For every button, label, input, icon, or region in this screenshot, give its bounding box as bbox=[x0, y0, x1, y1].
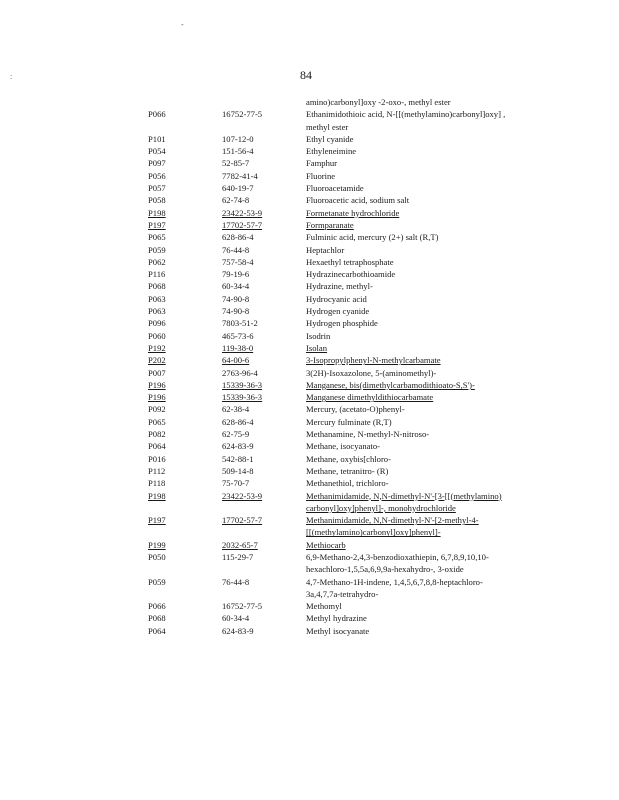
table-row bbox=[0, 231, 619, 243]
cas-number: 16752-77-5 bbox=[222, 601, 263, 612]
cas-number: 7782-41-4 bbox=[222, 170, 258, 181]
cas-number: 624-83-9 bbox=[222, 625, 254, 636]
substance-name: Fulminic acid, mercury (2+) salt (R,T) bbox=[306, 232, 439, 243]
cas-number: 75-70-7 bbox=[222, 478, 250, 489]
cas-number: 79-19-6 bbox=[222, 269, 250, 280]
waste-code: P063 bbox=[148, 293, 166, 304]
substance-name: Methanethiol, trichloro- bbox=[306, 478, 389, 489]
cas-number: 17702-57-7 bbox=[222, 515, 263, 526]
cas-number: 62-74-8 bbox=[222, 195, 250, 206]
table-row bbox=[0, 342, 619, 354]
waste-code: P116 bbox=[148, 269, 166, 280]
cas-number: 542-88-1 bbox=[222, 453, 254, 464]
substance-name: Methiocarb bbox=[306, 539, 346, 550]
waste-code: P059 bbox=[148, 244, 166, 255]
substance-name: Hydrocyanic acid bbox=[306, 293, 367, 304]
table-row bbox=[0, 367, 619, 379]
table-row bbox=[0, 477, 619, 489]
table-row bbox=[0, 453, 619, 465]
waste-code: P112 bbox=[148, 465, 166, 476]
waste-code: P199 bbox=[148, 539, 166, 550]
substance-name: Famphur bbox=[306, 158, 338, 169]
table-row bbox=[0, 379, 619, 391]
waste-code: P096 bbox=[148, 318, 166, 329]
waste-code: P062 bbox=[148, 256, 166, 267]
table-row bbox=[0, 625, 619, 637]
cas-number: 7803-51-2 bbox=[222, 318, 258, 329]
table-row bbox=[0, 539, 619, 551]
substance-name: Fluoroacetamide bbox=[306, 183, 364, 194]
waste-code: P097 bbox=[148, 158, 166, 169]
cas-number: 74-90-8 bbox=[222, 306, 250, 317]
cas-number: 465-73-6 bbox=[222, 330, 254, 341]
table-row bbox=[0, 219, 619, 231]
substance-name: Mercury fulminate (R,T) bbox=[306, 416, 392, 427]
substance-name: carbonyl]oxy]phenyl]-, monohydrochloride bbox=[306, 502, 456, 513]
waste-code: P198 bbox=[148, 490, 166, 501]
substance-name: 3(2H)-Isoxazolone, 5-(aminomethyl)- bbox=[306, 367, 437, 378]
substance-name: Hydrazine, methyl- bbox=[306, 281, 373, 292]
cas-number: 107-12-0 bbox=[222, 133, 254, 144]
waste-code: P196 bbox=[148, 392, 166, 403]
waste-code: P057 bbox=[148, 183, 166, 194]
table-row bbox=[0, 563, 619, 575]
waste-code: P068 bbox=[148, 613, 166, 624]
table-row bbox=[0, 526, 619, 538]
cas-number: 628-86-4 bbox=[222, 416, 254, 427]
margin-mark: : bbox=[10, 72, 13, 81]
substance-name: Methyl hydrazine bbox=[306, 613, 367, 624]
cas-number: 60-34-4 bbox=[222, 613, 250, 624]
waste-code: P058 bbox=[148, 195, 166, 206]
waste-code: P016 bbox=[148, 453, 166, 464]
waste-code: P092 bbox=[148, 404, 166, 415]
top-mark: - bbox=[181, 20, 184, 29]
table-row bbox=[0, 256, 619, 268]
waste-code: P054 bbox=[148, 146, 166, 157]
substance-name: Methanimidamide, N,N-dimethyl-N'-[2-methyl-4- bbox=[306, 515, 479, 526]
table-row bbox=[0, 145, 619, 157]
waste-code: P007 bbox=[148, 367, 166, 378]
table-row bbox=[0, 428, 619, 440]
cas-number: 624-83-9 bbox=[222, 441, 254, 452]
cas-number: 2763-96-4 bbox=[222, 367, 258, 378]
table-row bbox=[0, 121, 619, 133]
waste-code: P065 bbox=[148, 416, 166, 427]
substance-name: Methane, tetranitro- (R) bbox=[306, 465, 389, 476]
table-row bbox=[0, 157, 619, 169]
table-row bbox=[0, 440, 619, 452]
waste-code: P197 bbox=[148, 515, 166, 526]
cas-number: 15339-36-3 bbox=[222, 379, 263, 390]
table-row bbox=[0, 465, 619, 477]
waste-code: P063 bbox=[148, 306, 166, 317]
substance-name: Manganese dimethyldithiocarbamate bbox=[306, 392, 434, 403]
substance-name: Methane, oxybis[chloro- bbox=[306, 453, 391, 464]
table-row bbox=[0, 600, 619, 612]
waste-code: P056 bbox=[148, 170, 166, 181]
table-row bbox=[0, 391, 619, 403]
waste-code: P064 bbox=[148, 625, 166, 636]
waste-code: P066 bbox=[148, 601, 166, 612]
cas-number: 60-34-4 bbox=[222, 281, 250, 292]
substance-name: Ethyl cyanide bbox=[306, 133, 354, 144]
waste-code: P118 bbox=[148, 478, 166, 489]
cas-number: 52-85-7 bbox=[222, 158, 250, 169]
page-number: 84 bbox=[300, 68, 312, 82]
waste-code: P196 bbox=[148, 379, 166, 390]
waste-code: P198 bbox=[148, 207, 166, 218]
waste-code: P082 bbox=[148, 429, 166, 440]
cas-number: 74-90-8 bbox=[222, 293, 250, 304]
hazardous-waste-table bbox=[0, 96, 619, 637]
cas-number: 17702-57-7 bbox=[222, 219, 263, 230]
waste-code: P192 bbox=[148, 342, 166, 353]
cas-number: 151-56-4 bbox=[222, 146, 254, 157]
table-row bbox=[0, 502, 619, 514]
table-row bbox=[0, 354, 619, 366]
substance-name: Formparanate bbox=[306, 219, 354, 230]
table-row bbox=[0, 576, 619, 588]
substance-name: 3a,4,7,7a-tetrahydro- bbox=[306, 588, 379, 599]
table-row bbox=[0, 268, 619, 280]
substance-name: Hydrogen phosphide bbox=[306, 318, 378, 329]
waste-code: P059 bbox=[148, 576, 166, 587]
table-row bbox=[0, 182, 619, 194]
table-row bbox=[0, 330, 619, 342]
substance-name: Methyl isocyanate bbox=[306, 625, 370, 636]
table-row bbox=[0, 280, 619, 292]
cas-number: 119-38-0 bbox=[222, 342, 254, 353]
cas-number: 15339-36-3 bbox=[222, 392, 263, 403]
substance-name: Methanamine, N-methyl-N-nitroso- bbox=[306, 429, 430, 440]
waste-code: P197 bbox=[148, 219, 166, 230]
substance-name: Isodrin bbox=[306, 330, 331, 341]
cas-number: 640-19-7 bbox=[222, 183, 254, 194]
cas-number: 757-58-4 bbox=[222, 256, 254, 267]
waste-code: P066 bbox=[148, 109, 166, 120]
substance-name: Hydrogen cyanide bbox=[306, 306, 370, 317]
table-row bbox=[0, 96, 619, 108]
table-row bbox=[0, 514, 619, 526]
table-row bbox=[0, 403, 619, 415]
table-row bbox=[0, 551, 619, 563]
waste-code: P060 bbox=[148, 330, 166, 341]
substance-name: [[(methylamino)carbonyl]oxy]phenyl]- bbox=[306, 527, 441, 538]
waste-code: P050 bbox=[148, 551, 166, 562]
cas-number: 62-38-4 bbox=[222, 404, 250, 415]
cas-number: 509-14-8 bbox=[222, 465, 254, 476]
substance-name: Formetanate hydrochloride bbox=[306, 207, 400, 218]
waste-code: P064 bbox=[148, 441, 166, 452]
substance-name: amino)carbonyl]oxy -2-oxo-, methyl ester bbox=[306, 97, 451, 107]
cas-number: 76-44-8 bbox=[222, 576, 250, 587]
table-row bbox=[0, 490, 619, 502]
table-row bbox=[0, 108, 619, 120]
substance-name: Methomyl bbox=[306, 601, 342, 612]
table-row bbox=[0, 588, 619, 600]
substance-name: Mercury, (acetato-O)phenyl- bbox=[306, 404, 405, 415]
substance-name: Ethyleneimine bbox=[306, 146, 357, 157]
substance-name: 6,9-Methano-2,4,3-benzodioxathiepin, 6,7,8,9,10,10- bbox=[306, 551, 489, 562]
substance-name: hexachloro-1,5,5a,6,9,9a-hexahydro-, 3-oxide bbox=[306, 564, 464, 575]
table-row bbox=[0, 416, 619, 428]
table-row bbox=[0, 305, 619, 317]
substance-name: Hydrazinecarbothioamide bbox=[306, 269, 396, 280]
substance-name: Heptachlor bbox=[306, 244, 345, 255]
substance-name: Methanimidamide, N,N-dimethyl-N'-[3-[[(methylamino) bbox=[306, 490, 502, 501]
table-row bbox=[0, 244, 619, 256]
table-row bbox=[0, 317, 619, 329]
substance-name: methyl ester bbox=[306, 121, 349, 132]
table-row bbox=[0, 170, 619, 182]
table-row bbox=[0, 194, 619, 206]
substance-name: Fluorine bbox=[306, 170, 336, 181]
substance-name: Methane, isocyanato- bbox=[306, 441, 380, 452]
substance-name: Hexaethyl tetraphosphate bbox=[306, 256, 394, 267]
table-row bbox=[0, 612, 619, 624]
cas-number: 628-86-4 bbox=[222, 232, 254, 243]
substance-name: Manganese, bis(dimethylcarbamodithioato-S,S')- bbox=[306, 379, 475, 390]
cas-number: 115-29-7 bbox=[222, 551, 254, 562]
cas-number: 2032-65-7 bbox=[222, 539, 258, 550]
cas-number: 62-75-9 bbox=[222, 429, 250, 440]
waste-code: P101 bbox=[148, 133, 166, 144]
cas-number: 64-00-6 bbox=[222, 355, 250, 366]
cas-number: 16752-77-5 bbox=[222, 109, 263, 120]
waste-code: P065 bbox=[148, 232, 166, 243]
substance-name: 4,7-Methano-1H-indene, 1,4,5,6,7,8,8-heptachloro- bbox=[306, 576, 483, 587]
substance-name: Isolan bbox=[306, 342, 328, 353]
waste-code: P202 bbox=[148, 355, 166, 366]
cas-number: 76-44-8 bbox=[222, 244, 250, 255]
waste-code: P068 bbox=[148, 281, 166, 292]
table-row bbox=[0, 293, 619, 305]
table-row bbox=[0, 133, 619, 145]
substance-name: Fluoroacetic acid, sodium salt bbox=[306, 195, 410, 206]
cas-number: 23422-53-9 bbox=[222, 207, 263, 218]
cas-number: 23422-53-9 bbox=[222, 490, 263, 501]
table-row bbox=[0, 207, 619, 219]
substance-name: 3-Isopropylphenyl-N-methylcarbamate bbox=[306, 355, 441, 366]
substance-name: Ethanimidothioic acid, N-[[(methylamino)carbonyl]oxy] , bbox=[306, 109, 506, 120]
